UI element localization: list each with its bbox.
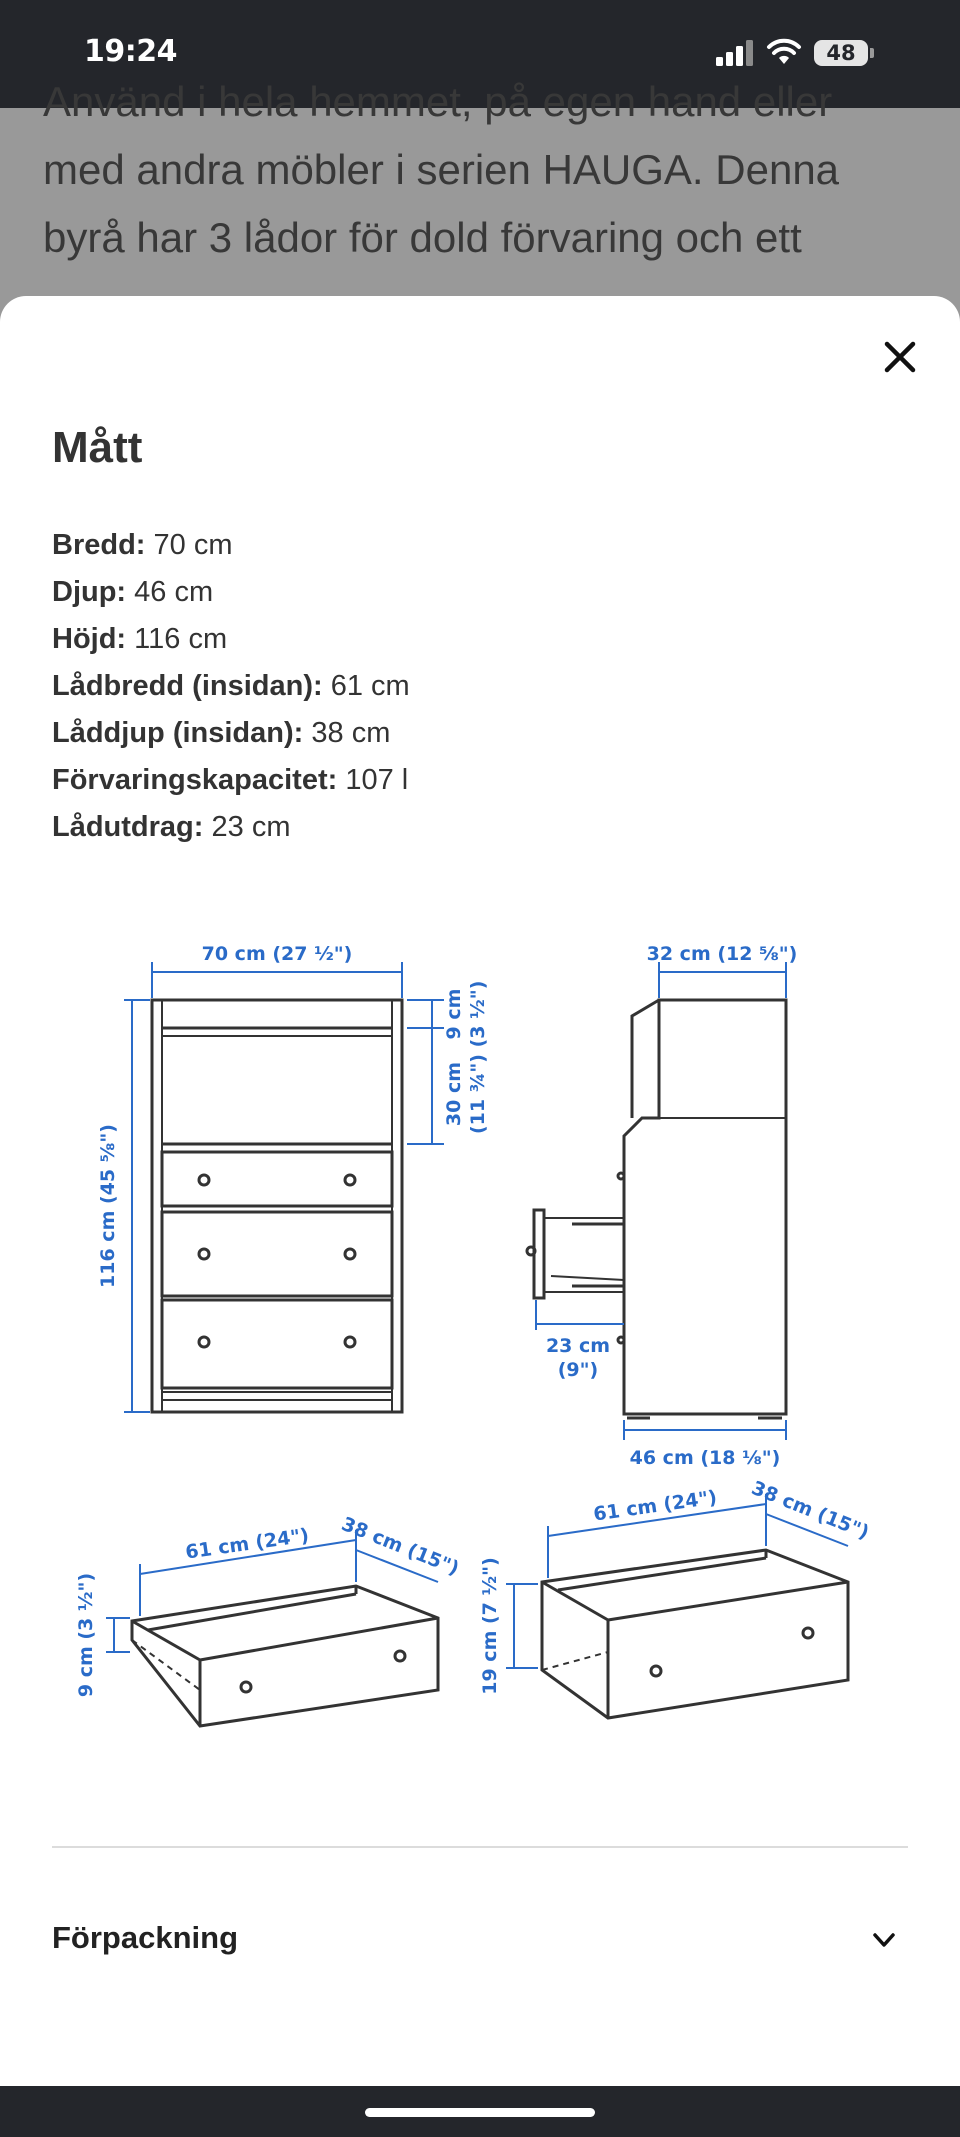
label-top-gap-in: (3 ½") [467, 980, 489, 1048]
dimension-row [52, 616, 410, 663]
dimension-row [52, 757, 410, 804]
background-line: Använd i hela hemmet, på egen hand eller [43, 78, 833, 125]
section-divider [52, 1846, 908, 1848]
label-side-top-depth: 32 cm (12 ⅝") [646, 943, 798, 965]
dimension-value: 46 cm [134, 576, 214, 608]
label-drawer-pull-cm: 23 cm [545, 1335, 611, 1357]
home-indicator[interactable] [365, 2108, 595, 2117]
dimension-drawing [52, 900, 908, 1780]
label-drawer-pull-in: (9") [557, 1359, 599, 1381]
dimension-row [52, 804, 410, 851]
dimension-label: Lådutdrag: [52, 811, 204, 843]
background-line: byrå har 3 lådor för dold förvaring och ett [43, 214, 802, 261]
status-icons [716, 38, 876, 68]
label-front-width: 70 cm (27 ½") [201, 943, 353, 965]
label-small-drawer-width: 61 cm (24") [184, 1524, 311, 1564]
dimension-value: 23 cm [211, 811, 291, 843]
dimension-value: 70 cm [153, 529, 233, 561]
label-large-drawer-depth: 38 cm (15") [748, 1476, 873, 1544]
dimension-row [52, 710, 410, 757]
status-time: 19:24 [84, 34, 177, 69]
label-small-drawer-depth: 38 cm (15") [338, 1512, 463, 1580]
packaging-accordion[interactable] [52, 1900, 908, 1980]
background-description [43, 68, 923, 272]
background-line: med andra möbler i serien HAUGA. Denna [43, 146, 840, 193]
chevron-down-icon [870, 1926, 898, 1954]
dimension-value: 116 cm [134, 623, 228, 655]
label-front-height: 116 cm (45 ⅝") [97, 1124, 119, 1288]
accordion-label: Förpackning [52, 1920, 239, 1955]
label-shelf-cm: 30 cm [443, 1061, 465, 1127]
dimension-label: Djup: [52, 576, 127, 608]
dimension-label: Låddjup (insidan): [52, 717, 304, 749]
dimension-value: 61 cm [330, 670, 410, 702]
dimension-value: 107 l [345, 764, 409, 796]
wifi-icon [766, 38, 802, 66]
label-top-gap-cm: 9 cm [443, 988, 465, 1040]
dimension-label: Lådbredd (insidan): [52, 670, 323, 702]
dimensions-list [52, 522, 410, 851]
label-large-drawer-height: 19 cm (7 ½") [479, 1557, 501, 1695]
label-large-drawer-width: 61 cm (24") [592, 1486, 719, 1526]
close-icon[interactable] [878, 335, 922, 379]
label-small-drawer-height: 9 cm (3 ½") [75, 1572, 97, 1698]
label-shelf-in: (11 ¾") [467, 1054, 489, 1134]
dimension-row [52, 522, 410, 569]
dimension-label: Bredd: [52, 529, 146, 561]
label-side-depth: 46 cm (18 ⅛") [629, 1447, 781, 1469]
sheet-title: Mått [52, 423, 143, 472]
battery-icon: 48 [814, 40, 868, 66]
dimension-row [52, 569, 410, 616]
dimension-value: 38 cm [311, 717, 391, 749]
dimension-row [52, 663, 410, 710]
dimension-label: Höjd: [52, 623, 127, 655]
background-page [0, 78, 960, 328]
dimension-label: Förvaringskapacitet: [52, 764, 338, 796]
signal-icon [716, 40, 756, 66]
dimension-drawing-svg [52, 900, 908, 1780]
